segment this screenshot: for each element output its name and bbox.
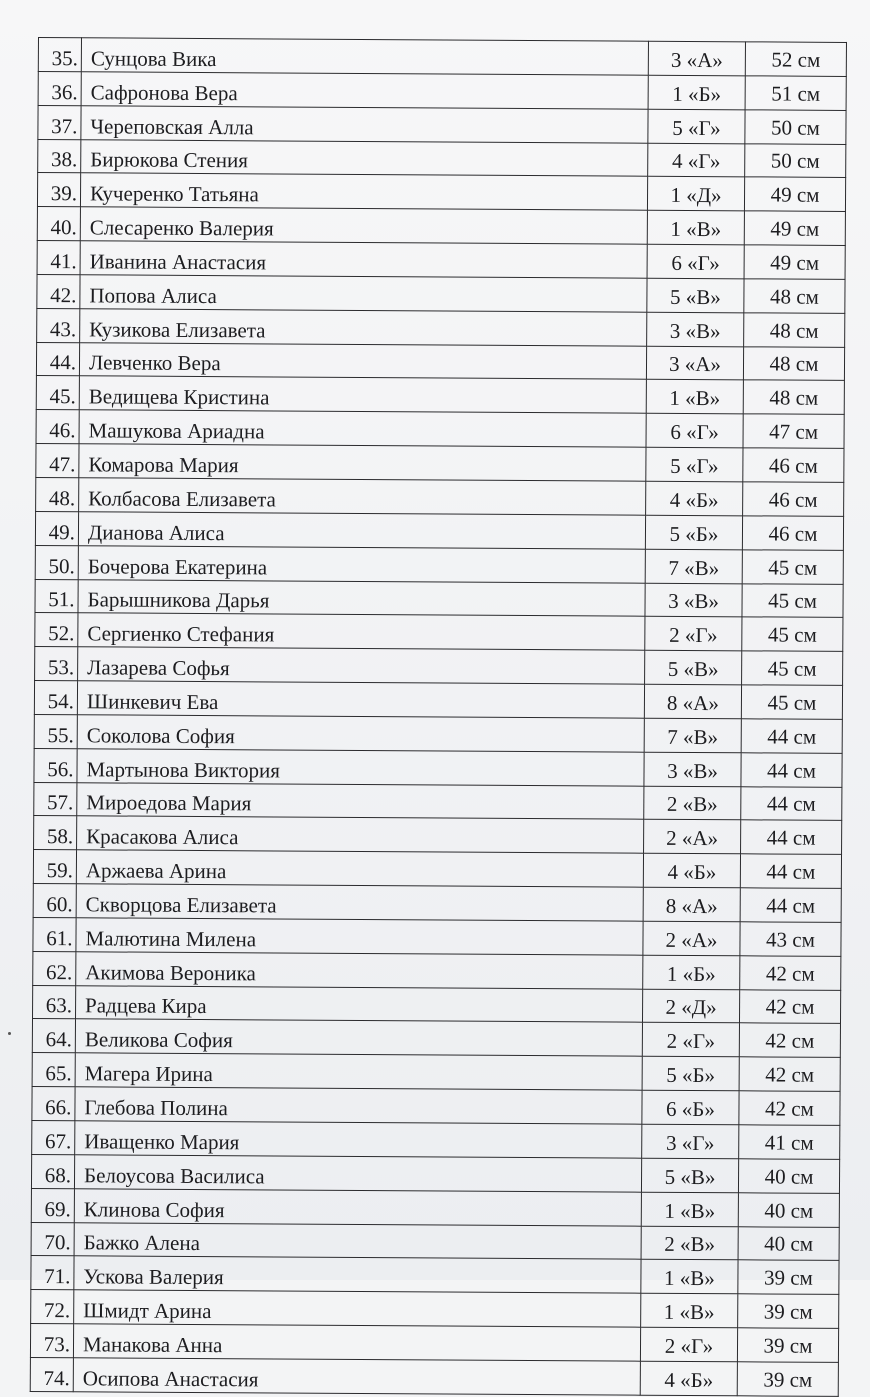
student-name: Дианова Алиса (78, 512, 645, 549)
result-value: 45 см (741, 685, 842, 719)
student-name: Аржаева Арина (76, 850, 643, 887)
results-table (30, 37, 847, 1397)
result-value: 50 см (745, 110, 846, 144)
row-number: 35. (38, 38, 81, 72)
student-name: Кучеренко Татьяна (80, 173, 647, 210)
table-row (33, 985, 841, 1024)
class-grade: 5 «В» (647, 278, 744, 312)
class-grade: 6 «Г» (647, 244, 744, 278)
row-number: 41. (37, 241, 80, 275)
result-value: 45 см (742, 617, 843, 651)
results-table-body (30, 38, 846, 1397)
row-number: 51. (35, 579, 78, 613)
table-row (35, 511, 843, 550)
class-grade: 3 «В» (644, 752, 741, 786)
result-value: 40 см (738, 1192, 839, 1226)
class-grade: 3 «В» (647, 312, 744, 346)
class-grade: 3 «В» (645, 583, 742, 617)
student-name: Комарова Мария (79, 444, 646, 481)
table-row (34, 714, 842, 753)
row-number: 74. (30, 1357, 73, 1391)
student-name: Великова София (75, 1019, 642, 1056)
row-number: 63. (33, 985, 76, 1019)
result-value: 39 см (737, 1362, 838, 1396)
table-row (36, 477, 844, 516)
student-name: Бирюкова Стения (81, 139, 648, 176)
result-value: 44 см (740, 888, 841, 922)
table-row (32, 1087, 840, 1126)
result-value: 49 см (744, 211, 845, 245)
row-number: 65. (32, 1053, 75, 1087)
student-name: Осипова Анастасия (73, 1358, 640, 1395)
table-row (33, 850, 841, 889)
class-grade: 4 «Г» (648, 143, 745, 177)
row-number: 60. (33, 884, 76, 918)
class-grade: 1 «В» (641, 1260, 738, 1294)
table-row (36, 342, 844, 381)
row-number: 57. (34, 782, 77, 816)
result-value: 44 см (741, 820, 842, 854)
result-value: 42 см (739, 1057, 840, 1091)
student-name: Шинкевич Ева (77, 681, 644, 718)
result-value: 49 см (744, 245, 845, 279)
table-row (34, 748, 842, 787)
result-value: 42 см (739, 1023, 840, 1057)
student-name: Красакова Алиса (77, 816, 644, 853)
class-grade: 5 «Г» (646, 447, 743, 481)
student-name: Мартынова Виктория (77, 748, 644, 785)
class-grade: 3 «А» (646, 346, 743, 380)
student-name: Мироедова Мария (77, 782, 644, 819)
student-name: Белоусова Василиса (74, 1155, 641, 1192)
table-row (31, 1256, 839, 1295)
student-name: Бажко Алена (74, 1222, 641, 1259)
student-name: Иванина Анастасия (80, 241, 647, 278)
table-row (30, 1324, 838, 1363)
table-row (32, 1019, 840, 1058)
class-grade: 1 «В» (641, 1192, 738, 1226)
student-name: Иващенко Мария (75, 1121, 642, 1158)
result-value: 52 см (745, 42, 846, 76)
row-number: 68. (31, 1154, 74, 1188)
row-number: 58. (34, 816, 77, 850)
student-name: Лазарева Софья (78, 647, 645, 684)
table-row (31, 1154, 839, 1193)
row-number: 39. (37, 173, 80, 207)
student-name: Малютина Милена (76, 918, 643, 955)
row-number: 62. (33, 951, 76, 985)
student-name: Бочерова Екатерина (78, 545, 645, 582)
student-name: Радцева Кира (76, 985, 643, 1022)
table-row (36, 410, 844, 449)
student-name: Слесаренко Валерия (80, 207, 647, 244)
class-grade: 5 «Г» (648, 109, 745, 143)
result-value: 39 см (738, 1260, 839, 1294)
result-value: 48 см (744, 279, 845, 313)
student-name: Ведищева Кристина (79, 376, 646, 413)
table-row (31, 1222, 839, 1261)
class-grade: 1 «Д» (647, 177, 744, 211)
result-value: 44 см (741, 753, 842, 787)
result-value: 47 см (743, 414, 844, 448)
table-row (37, 308, 845, 347)
class-grade: 6 «Б» (642, 1090, 739, 1124)
student-name: Левченко Вера (79, 342, 646, 379)
table-row (31, 1188, 839, 1227)
class-grade: 3 «А» (648, 41, 745, 75)
class-grade: 2 «В» (641, 1226, 738, 1260)
class-grade: 2 «В» (644, 786, 741, 820)
table-row (35, 579, 843, 618)
result-value: 40 см (738, 1159, 839, 1193)
student-name: Колбасова Елизавета (79, 478, 646, 515)
student-name: Глебова Полина (75, 1087, 642, 1124)
class-grade: 8 «А» (644, 684, 741, 718)
row-number: 38. (38, 139, 81, 173)
table-row (35, 647, 843, 686)
result-value: 41 см (739, 1125, 840, 1159)
row-number: 45. (36, 376, 79, 410)
student-name: Череповская Алла (81, 105, 648, 142)
class-grade: 8 «А» (643, 887, 740, 921)
row-number: 42. (37, 274, 80, 308)
row-number: 69. (31, 1188, 74, 1222)
result-value: 51 см (745, 76, 846, 110)
class-grade: 4 «Б» (640, 1361, 737, 1395)
table-row (38, 38, 846, 77)
class-grade: 3 «Г» (642, 1124, 739, 1158)
result-value: 42 см (739, 1091, 840, 1125)
result-value: 45 см (742, 651, 843, 685)
class-grade: 7 «В» (644, 718, 741, 752)
class-grade: 2 «А» (644, 820, 741, 854)
row-number: 47. (36, 444, 79, 478)
table-row (30, 1357, 838, 1396)
result-value: 42 см (740, 956, 841, 990)
row-number: 66. (32, 1087, 75, 1121)
result-value: 48 см (743, 380, 844, 414)
table-row (38, 71, 846, 110)
student-name: Барышникова Дарья (78, 579, 645, 616)
row-number: 53. (35, 647, 78, 681)
table-row (37, 241, 845, 280)
result-value: 45 см (742, 583, 843, 617)
result-value: 46 см (743, 482, 844, 516)
row-number: 43. (37, 308, 80, 342)
table-row (37, 274, 845, 313)
student-name: Магера Ирина (75, 1053, 642, 1090)
table-row (34, 782, 842, 821)
table-row (32, 1053, 840, 1092)
row-number: 49. (35, 511, 78, 545)
class-grade: 2 «Г» (645, 617, 742, 651)
student-name: Скворцова Елизавета (76, 884, 643, 921)
student-name: Акимова Вероника (76, 952, 643, 989)
student-name: Ускова Валерия (74, 1256, 641, 1293)
class-grade: 2 «А» (643, 921, 740, 955)
result-value: 49 см (744, 177, 845, 211)
student-name: Клинова София (74, 1188, 641, 1225)
table-row (33, 951, 841, 990)
row-number: 54. (34, 681, 77, 715)
class-grade: 5 «Б» (642, 1057, 739, 1091)
result-value: 39 см (738, 1294, 839, 1328)
student-name: Кузикова Елизавета (80, 309, 647, 346)
row-number: 52. (35, 613, 78, 647)
paper-speck (8, 1032, 11, 1035)
class-grade: 1 «В» (646, 380, 743, 414)
result-value: 43 см (740, 922, 841, 956)
table-row (37, 207, 845, 246)
row-number: 73. (30, 1324, 73, 1358)
row-number: 44. (36, 342, 79, 376)
row-number: 40. (37, 207, 80, 241)
row-number: 48. (36, 477, 79, 511)
row-number: 55. (34, 714, 77, 748)
class-grade: 5 «Б» (645, 515, 742, 549)
result-value: 46 см (743, 448, 844, 482)
class-grade: 1 «В» (647, 210, 744, 244)
result-value: 45 см (742, 549, 843, 583)
row-number: 64. (32, 1019, 75, 1053)
result-value: 42 см (739, 989, 840, 1023)
row-number: 59. (33, 850, 76, 884)
student-name: Машукова Ариадна (79, 410, 646, 447)
row-number: 72. (31, 1290, 74, 1324)
student-name: Шмидт Арина (74, 1290, 641, 1327)
student-name: Сунцова Вика (81, 38, 648, 75)
result-value: 46 см (742, 516, 843, 550)
result-value: 40 см (738, 1226, 839, 1260)
table-row (35, 545, 843, 584)
row-number: 50. (35, 545, 78, 579)
row-number: 56. (34, 748, 77, 782)
class-grade: 1 «Б» (643, 955, 740, 989)
class-grade: 4 «Б» (643, 853, 740, 887)
result-value: 44 см (740, 854, 841, 888)
table-row (37, 173, 845, 212)
row-number: 71. (31, 1256, 74, 1290)
class-grade: 1 «В» (641, 1293, 738, 1327)
table-row (36, 444, 844, 483)
row-number: 67. (32, 1120, 75, 1154)
result-value: 39 см (737, 1328, 838, 1362)
class-grade: 5 «В» (645, 650, 742, 684)
student-name: Соколова София (77, 715, 644, 752)
row-number: 61. (33, 917, 76, 951)
class-grade: 2 «Г» (642, 1023, 739, 1057)
row-number: 36. (38, 71, 81, 105)
student-name: Попова Алиса (80, 275, 647, 312)
result-value: 48 см (744, 313, 845, 347)
table-row (38, 139, 846, 178)
class-grade: 2 «Г» (640, 1327, 737, 1361)
result-value: 48 см (743, 346, 844, 380)
table-row (36, 376, 844, 415)
table-row (32, 1120, 840, 1159)
class-grade: 5 «В» (641, 1158, 738, 1192)
table-row (33, 884, 841, 923)
table-row (34, 816, 842, 855)
class-grade: 6 «Г» (646, 414, 743, 448)
class-grade: 4 «Б» (646, 481, 743, 515)
result-value: 44 см (741, 719, 842, 753)
result-value: 44 см (741, 786, 842, 820)
student-name: Манакова Анна (73, 1324, 640, 1361)
table-row (31, 1290, 839, 1329)
table-row (35, 613, 843, 652)
table-row (33, 917, 841, 956)
row-number: 37. (38, 105, 81, 139)
row-number: 46. (36, 410, 79, 444)
table-row (34, 681, 842, 720)
class-grade: 1 «Б» (648, 75, 745, 109)
class-grade: 2 «Д» (642, 989, 739, 1023)
table-row (38, 105, 846, 144)
row-number: 70. (31, 1222, 74, 1256)
result-value: 50 см (745, 143, 846, 177)
student-name: Сафронова Вера (81, 72, 648, 109)
student-name: Сергиенко Стефания (78, 613, 645, 650)
class-grade: 7 «В» (645, 549, 742, 583)
